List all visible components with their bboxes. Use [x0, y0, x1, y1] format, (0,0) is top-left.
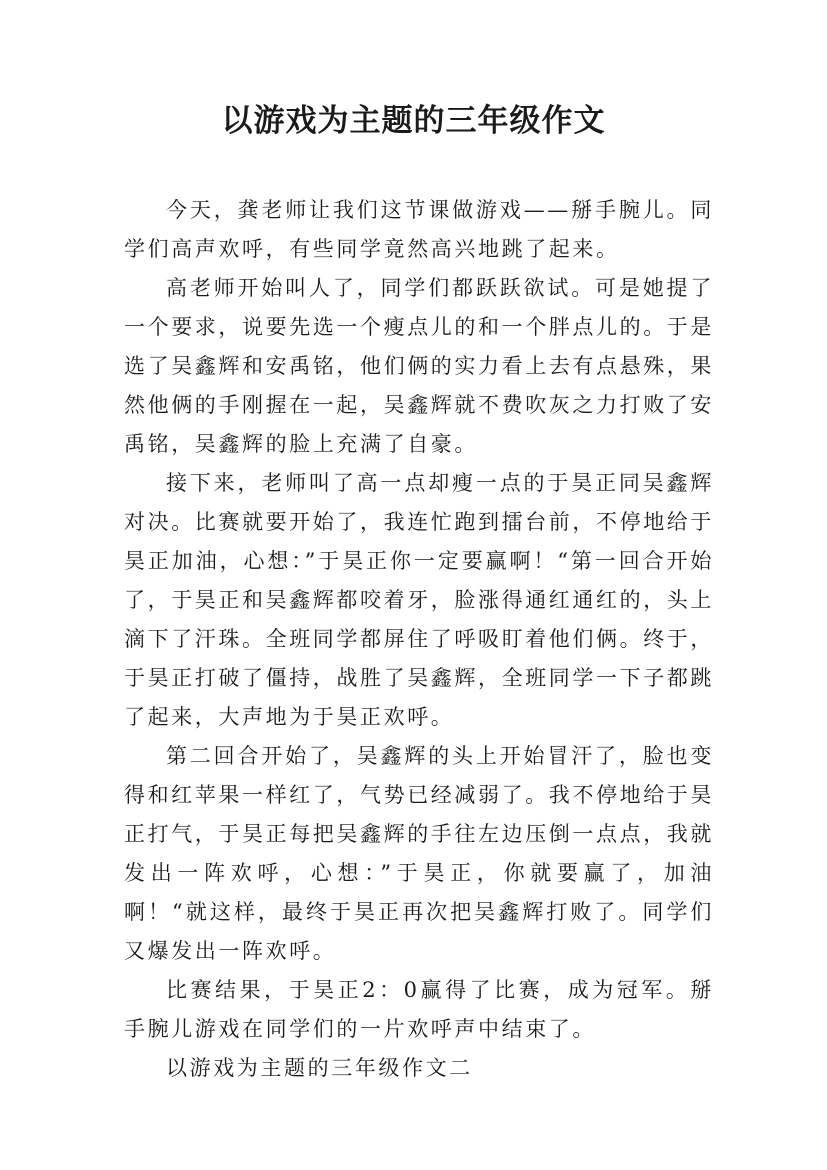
paragraph: 第二回合开始了，吴鑫辉的头上开始冒汗了，脸也变得和红苹果一样红了，气势已经减弱了。我不停地给于昊正打气，于昊正每把吴鑫辉的手往左边压倒一点点，我就发出一阵欢呼，心想：”于昊正，你就要赢了，加油啊！“就这样，最终于昊正再次把吴鑫辉打败了。同学们又爆发出一阵欢呼。	[124, 744, 714, 963]
paragraph: 今天，龚老师让我们这节课做游戏——掰手腕儿。同学们高声欢呼，有些同学竟然高兴地跳了起来。	[124, 198, 714, 261]
paragraph: 接下来，老师叫了高一点却瘦一点的于昊正同吴鑫辉对决。比赛就要开始了，我连忙跑到擂台前，不停地给于昊正加油，心想：”于昊正你一定要赢啊！“第一回合开始了，于昊正和吴鑫辉都咬着牙，脸涨得通红通红的，头上滴下了汗珠。全班同学都屏住了呼吸盯着他们俩。终于，于昊正打破了僵持，战胜了吴鑫辉，全班同学一下子都跳了起来，大声地为于昊正欢呼。	[124, 471, 714, 729]
document-body	[124, 191, 714, 1088]
paragraph: 高老师开始叫人了，同学们都跃跃欲试。可是她提了一个要求，说要先选一个瘦点儿的和一个胖点儿的。于是选了吴鑫辉和安禹铭，他们俩的实力看上去有点悬殊，果然他俩的手刚握在一起，吴鑫辉就不费吹灰之力打败了安禹铭，吴鑫辉的脸上充满了自豪。	[124, 276, 714, 456]
document-title: 以游戏为主题的三年级作文	[221, 103, 606, 139]
paragraph: 比赛结果，于昊正2：0赢得了比赛，成为冠军。掰手腕儿游戏在同学们的一片欢呼声中结束了。	[124, 978, 714, 1041]
section-heading: 以游戏为主题的三年级作文二	[166, 1056, 473, 1080]
